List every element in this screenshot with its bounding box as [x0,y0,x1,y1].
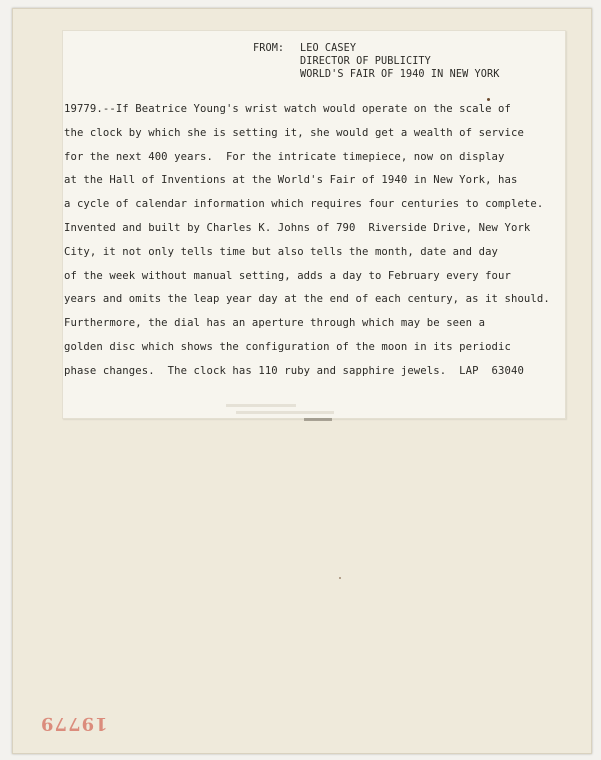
caption-line: phase changes. The clock has 110 ruby and sapphire jewels. LAP 63040 [64,364,524,377]
caption-line: City, it not only tells time but also tells the month, date and day [64,245,499,258]
caption-line: for the next 400 years. For the intricate timepiece, now on display [64,150,505,163]
ink-spot [339,577,341,579]
bleed-mark [226,404,296,407]
caption-line: a cycle of calendar information which requires four centuries to complete. [64,198,544,211]
caption-line: Invented and built by Charles K. Johns of 790 Riverside Drive, New York [64,221,531,234]
caption-line: years and omits the leap year day at the end of each century, as it should. [64,293,550,306]
caption-line: of the week without manual setting, adds a day to February every four [64,269,511,282]
sender-name: LEO CASEY [300,43,357,54]
caption-line: golden disc which shows the configuration of the moon in its periodic [64,340,511,353]
inverted-number-stamp: 19779 [40,713,108,734]
caption-line: Furthermore, the dial has an aperture through which may be seen a [64,317,486,330]
sender-organization: WORLD'S FAIR OF 1940 IN NEW YORK [300,69,500,80]
bleed-mark [236,411,334,414]
bleed-through-marks [226,402,336,422]
caption-line: at the Hall of Inventions at the World's Fair of 1940 in New York, has [64,174,518,187]
sender-row-2 [253,55,499,68]
caption-line: the clock by which she is setting it, she would get a wealth of service [64,126,524,139]
sender-row-1 [253,42,499,55]
bleed-mark [304,418,332,421]
ink-spot [487,98,490,101]
sender-row-3 [253,68,499,81]
caption-line: 19779.--If Beatrice Young's wrist watch would operate on the scale of [64,103,511,115]
caption-body [64,102,564,388]
sender-title: DIRECTOR OF PUBLICITY [300,56,431,67]
from-label: FROM: [253,43,285,54]
sender-block [253,42,499,81]
